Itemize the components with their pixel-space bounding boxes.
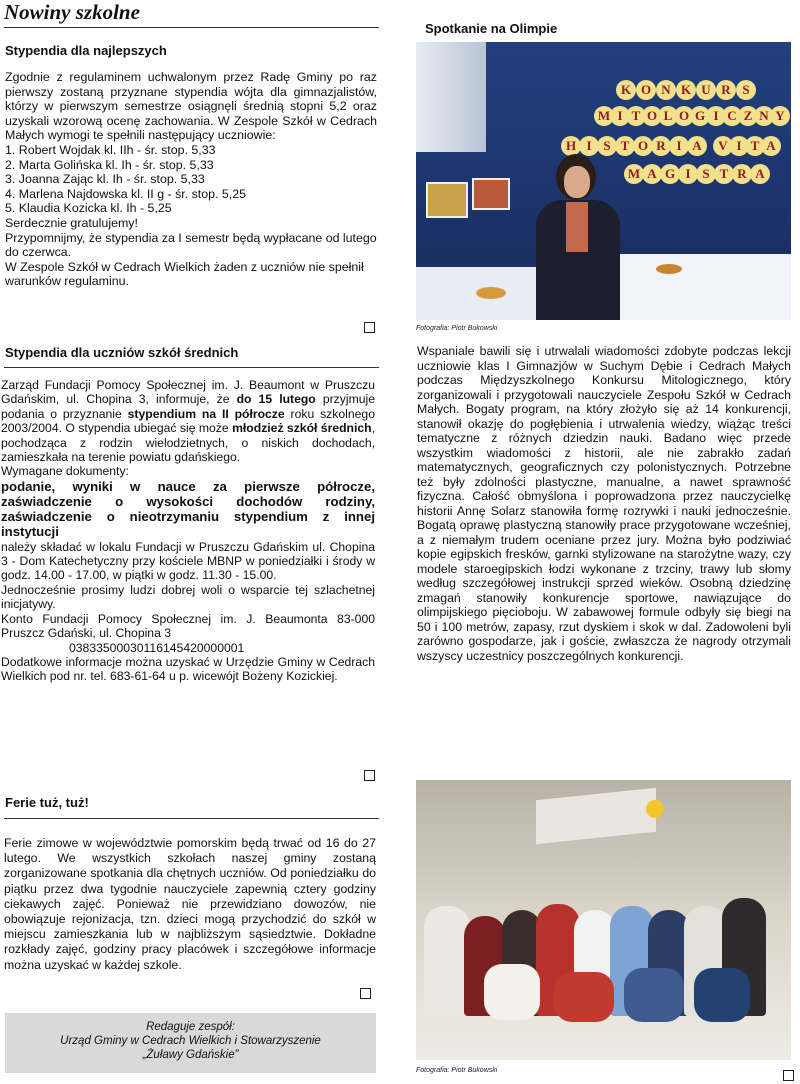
- food-plate: [656, 264, 682, 274]
- section-rule: [4, 818, 379, 819]
- section-title-scholarships-best: Stypendia dla najlepszych: [5, 43, 167, 58]
- article-scholarships-secondary: [1, 378, 375, 684]
- editorial-box: [5, 1013, 376, 1073]
- poster: [426, 182, 468, 218]
- masthead-rule: [4, 27, 379, 28]
- list-item: 3. Joanna Zając kl. Ih - śr. stop. 5,33: [5, 172, 205, 187]
- documents-label: Wymagane dokumenty:: [1, 464, 129, 479]
- photo-caption: Fotografia: Piotr Bukowski: [416, 1067, 498, 1074]
- photo-teacher-banner: [416, 42, 791, 320]
- editorial-line: Urząd Gminy w Cedrach Wielkich i Stowarzyszenie: [60, 1035, 321, 1047]
- account-number: 03833500030116145420000001: [69, 640, 245, 655]
- article-scholarships-best: [5, 70, 377, 289]
- appeal-text: Jednocześnie prosimy ludzi dobrej woli o wsparcie tej szlachetnej inicjatywy.: [1, 582, 375, 612]
- congrats-text: Serdecznie gratulujemy!: [5, 215, 138, 230]
- announcement-paragraph: Zarząd Fundacji Pomocy Społecznej im. J. Beaumont w Pruszczu Gdańskim, ul. Chopina 3, informuje, że do 15 lutego przyjmuje podania o przyznanie stypendium na II półrocze roku szkolnego 2003/2004. O stypendia ubiegać się może młodzież szkół średnich, pochodząca z rodzin wielodzietnych, o niskich dochodach, zamieszkała na terenie powiatu gdańskiego.: [1, 378, 375, 465]
- banner-row: H I S T O R I A V I T A: [561, 136, 791, 158]
- masthead: Nowiny szkolne: [4, 0, 140, 24]
- end-of-article-icon: [364, 770, 375, 781]
- poster: [472, 178, 510, 210]
- section-title-scholarships-secondary: Stypendia dla uczniów szkół średnich: [5, 345, 239, 360]
- photo-caption: Fotografia: Piotr Bukowski: [416, 325, 498, 332]
- list-item: 4. Marlena Najdowska kl. II g - śr. stop. 5,25: [5, 186, 247, 201]
- list-item: 2. Marta Golińska kl. Ih - śr. stop. 5,33: [5, 157, 214, 172]
- ferie-article: Ferie zimowe w województwie pomorskim będą trwać od 16 do 27 lutego. We wszystkich szkołach naszej gminy zostaną zorganizowane spotkania dla chętnych uczniów. Od poniedziałku do piątku przez dwa tygodnie nauczyciele zapewnią cztery godziny ciekawych zajęć. Ponieważ nie przewidziano dowozów, nie obowiązuje rejonizacja, tzn. dzieci mogą przychodzić do szkół w miejscu zamieszkania lub w najbliższym sąsiedztwie. Dokładne rozkłady zajęć, godziny pracy placówek i szczegółowe informacje można uzyskać w każdej szkole.: [4, 836, 376, 972]
- contact-info: Dodatkowe informacje można uzyskać w Urzędzie Gminy w Cedrach Wielkich pod nr. tel. 683-61-64 u p. wicewójt Bożeny Kozickiej.: [1, 654, 375, 684]
- teacher-blouse: [566, 202, 588, 252]
- food-plate: [476, 287, 506, 299]
- end-of-article-icon: [364, 322, 375, 333]
- end-of-article-icon: [783, 1070, 794, 1081]
- banner-row: M I T O L O G I C Z N Y: [594, 106, 791, 128]
- editorial-line: Redaguje zespół:: [146, 1021, 235, 1033]
- account-info: Konto Fundacji Pomocy Społecznej im. J. Beaumonta 83-000 Pruszcz Gdański, ul. Chopina 3: [1, 611, 375, 641]
- banner-row: K O N K U R S: [616, 80, 766, 102]
- documents-list: podanie, wyniki w nauce za pierwsze półrocze, zaświadczenie o wysokości dochodów rodziny, zaświadczenie o nieotrzymaniu stypendium z innej instytucji: [1, 478, 375, 540]
- end-of-article-icon: [360, 988, 371, 999]
- section-rule: [4, 367, 379, 368]
- section-title-olympus: Spotkanie na Olimpie: [425, 21, 558, 36]
- student-group: [424, 876, 784, 1026]
- reminder-text: Przypomnijmy, że stypendia za I semestr będą wypłacane od lutego do czerwca.: [5, 230, 377, 260]
- sun-decoration: [646, 800, 664, 818]
- photo-group-students: [416, 780, 791, 1060]
- table-right: [616, 254, 791, 320]
- window-light: [416, 42, 486, 152]
- list-item: 5. Klaudia Kozicka kl. Ih - 5,25: [5, 201, 172, 216]
- section-title-ferie: Ferie tuż, tuż!: [5, 795, 89, 810]
- editorial-line: „Żuławy Gdańskie”: [142, 1049, 239, 1061]
- wielkie-text: W Zespole Szkół w Cedrach Wielkich żaden z uczniów nie spełnił warunków regulaminu.: [5, 259, 364, 289]
- list-item: 1. Robert Wojdak kl. IIh - śr. stop. 5,33: [5, 142, 216, 157]
- intro-paragraph: Zgodnie z regulaminem uchwalonym przez Radę Gminy po raz pierwszy zostaną przyznane stypendia wójta dla gimnazjalistów, którzy w pierwszym semestrze osiągnęli średnią stopni 5,2 oraz uzyskali wzorową ocenę zachowania. W Zespole Szkół w Cedrach Małych wymogi te spełnili następujący uczniowie:: [5, 70, 377, 143]
- banner-row: M A G I S T R A: [624, 164, 791, 186]
- olympus-article: Wspaniale bawili się i utrwalali wiadomości zdobyte podczas lekcji uczniowie klas I Gimnazjów w Suchym Dębie i Cedrach Małych podczas Międzyszkolnego Konkursu Mitologicznego, który zorganizowali i przygotowali nauczyciele Zespołu Szkół w Cedrach Małych. Bogaty program, na który złożyło się aż 14 konkurencji, stanowił okazję do pogłębienia i utrwalenia wiedzy, wiążąc treści tematyczne z różnych dziedzin nauki. Badano więc przede wszystkim wiadomości z historii, ale nie zabrakło zadań matematycznych, geograficznych czy polonistycznych. Potrzebne też były zdolności plastyczne, manualne, a nawet sprawność fizyczna. Całość obmyślona i poprowadzona przez nauczycielkę historii Annę Solarz stanowiła formę rozrywki i nauki jednocześnie. Bogatą oprawę plastyczną stanowiły prace przygotowane wcześniej, a z niemałym trudem oceniane przez jury. Można było podziwiać kopie egipskich fresków, garnki stylizowane na starożytne wazy, czy modele staroegipskich łodzi wykonane z trzciny, trawy lub słomy według szczegółowej instrukcji sprzed wieków. Osobną dziedzinę zmagań stanowiły konkurencje sportowe, nawiązujące do olimpijskiego pięcioboju. W zabawowej formule odbyły się biegi na 50 i 100 metrów, zapasy, rzut dyskiem i skok w dal. Zadowoleni byli zarówno gospodarze, jak i goście, zwłaszcza że nagrody otrzymali wszyscy uczestnicy poszczególnych konkurencji.: [417, 344, 791, 663]
- face: [564, 166, 590, 198]
- submission-info: należy składać w lokalu Fundacji w Pruszczu Gdańskim ul. Chopina 3 - Dom Katechetyczny przy kościele MBNP w poniedziałki i środy w godz. 14.00 - 17.00, w piątki w godz. 11.30 - 15.00.: [1, 539, 375, 583]
